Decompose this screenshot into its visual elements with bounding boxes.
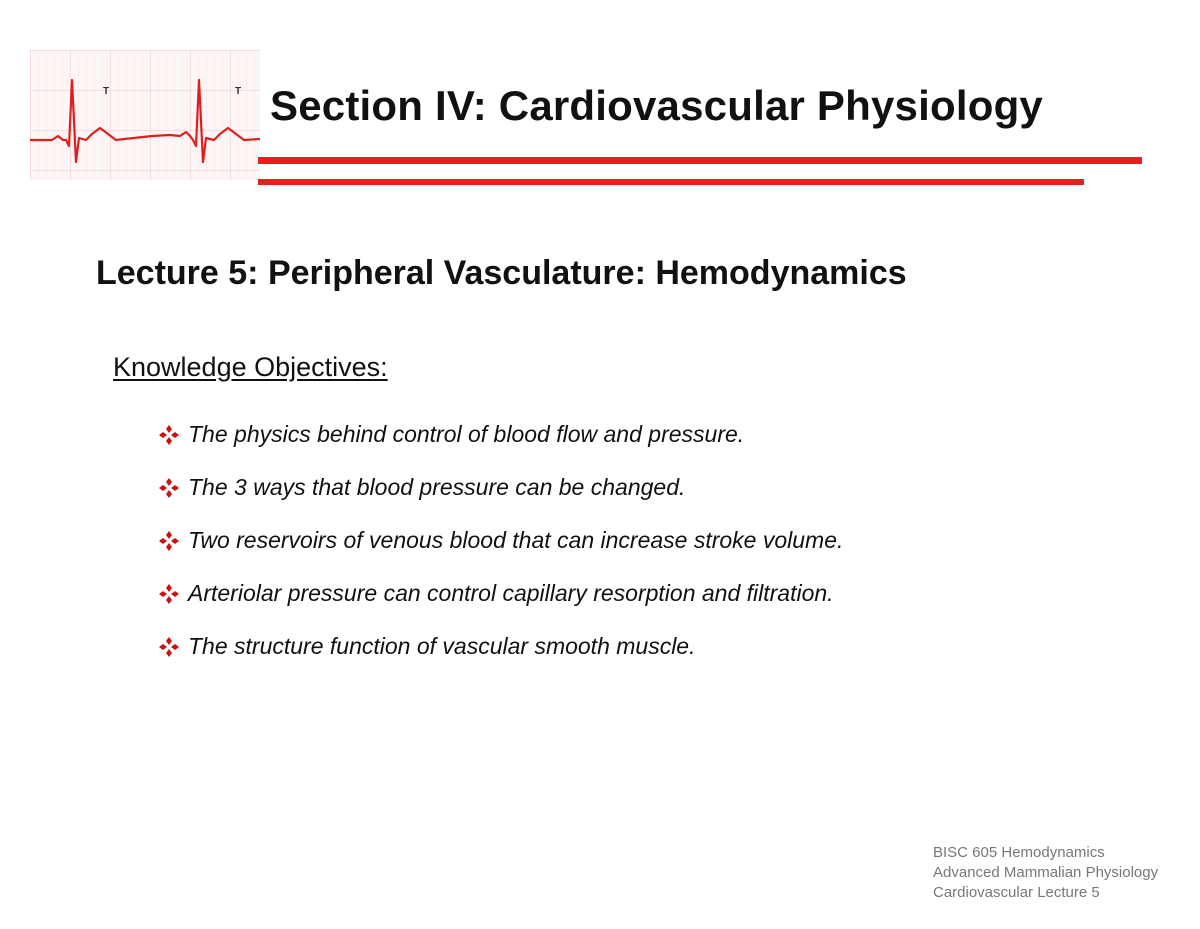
diamond-cluster-icon (158, 424, 180, 446)
list-item (158, 408, 843, 461)
objective-text: The 3 ways that blood pressure can be changed. (188, 474, 686, 500)
lecture-title: Lecture 5: Peripheral Vasculature: Hemodynamics (96, 254, 907, 292)
header-divider-bottom (258, 179, 1084, 185)
objective-text: Two reservoirs of venous blood that can increase stroke volume. (188, 527, 844, 553)
objective-text: Arteriolar pressure can control capillary resorption and filtration. (188, 580, 834, 606)
section-title: Section IV: Cardiovascular Physiology (270, 82, 1043, 129)
list-item (158, 461, 843, 514)
footer-subject: Advanced Mammalian Physiology (933, 864, 1159, 881)
diamond-cluster-icon (158, 530, 180, 552)
objectives-heading: Knowledge Objectives: (113, 352, 388, 382)
header-divider-top (258, 157, 1142, 164)
footer-course: BISC 605 Hemodynamics (933, 844, 1105, 861)
objective-text: The structure function of vascular smooth muscle. (188, 633, 696, 659)
list-item (158, 620, 843, 673)
ecg-strip-image (30, 50, 260, 180)
diamond-cluster-icon (158, 583, 180, 605)
diamond-cluster-icon (158, 636, 180, 658)
list-item (158, 514, 843, 567)
t-wave-label: T (235, 86, 242, 97)
t-wave-label: T (103, 86, 110, 97)
diamond-cluster-icon (158, 477, 180, 499)
footer-lecture: Cardiovascular Lecture 5 (933, 884, 1100, 901)
objectives-list (158, 408, 843, 673)
slide-footer (933, 843, 1158, 903)
objective-text: The physics behind control of blood flow and pressure. (188, 421, 745, 447)
list-item (158, 567, 843, 620)
